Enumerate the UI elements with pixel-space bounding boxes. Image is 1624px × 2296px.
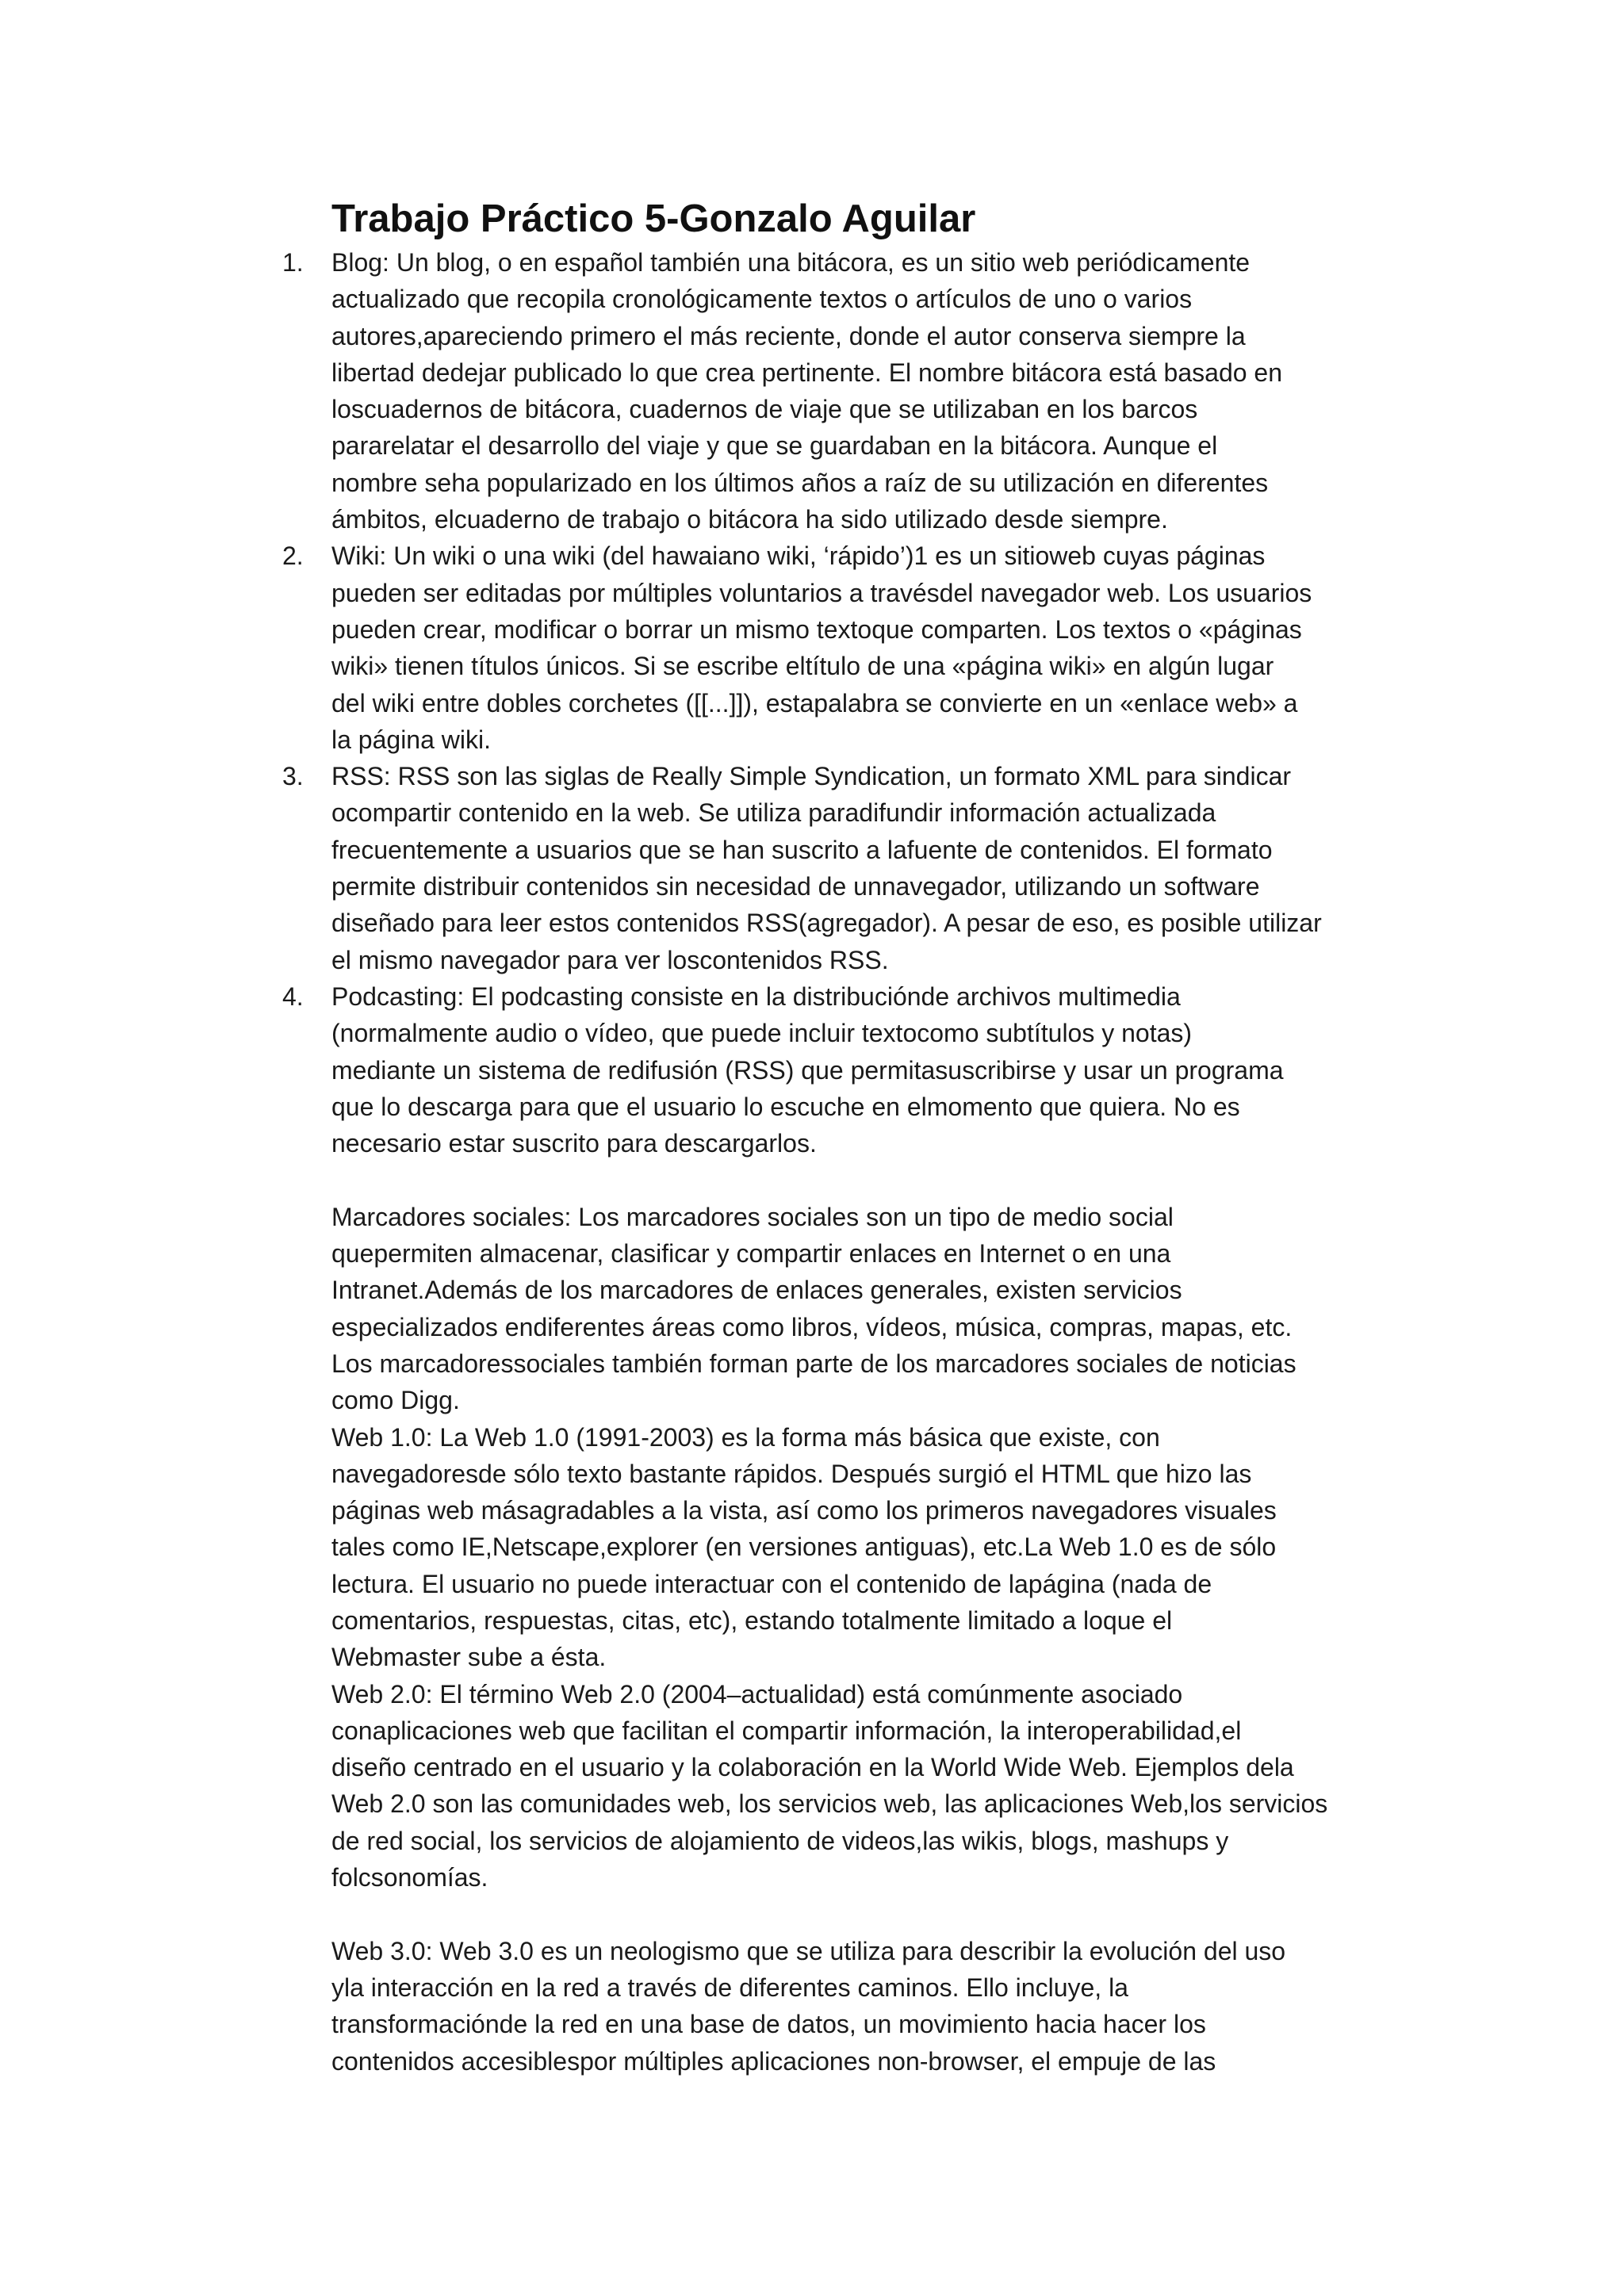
text-line: yla interacción en la red a través de diferentes caminos. Ello incluye, la (331, 1973, 1128, 2002)
text-line: que lo descarga para que el usuario lo escuche en elmomento que quiera. No es (331, 1092, 1240, 1121)
text-line: permite distribuir contenidos sin necesidad de unnavegador, utilizando un software (331, 872, 1260, 901)
text-line: wiki» tienen títulos únicos. Si se escribe eltítulo de una «página wiki» en algún lugar (331, 652, 1274, 681)
text-line: Wiki: Un wiki o una wiki (del hawaiano wiki, ‘rápido’)1 es un sitioweb cuyas páginas (331, 541, 1266, 571)
text-line: el mismo navegador para ver loscontenidos RSS. (331, 945, 889, 974)
text-line: mediante un sistema de redifusión (RSS) que permitasuscribirse y usar un programa (331, 1055, 1284, 1085)
text-line: de red social, los servicios de alojamiento de videos,las wikis, blogs, mashups y (331, 1826, 1229, 1855)
text-line: Web 2.0: El término Web 2.0 (2004–actualidad) está comúnmente asociado (331, 1679, 1183, 1709)
blank-line (331, 1896, 1410, 1932)
text-line: Los marcadoressociales también forman parte de los marcadores sociales de noticias (331, 1349, 1297, 1378)
text-line: tales como IE,Netscape,explorer (en versiones antiguas), etc.La Web 1.0 es de sólo (331, 1533, 1277, 1562)
list-item (282, 758, 1410, 978)
document-title: Trabajo Práctico 5-Gonzalo Aguilar (331, 197, 976, 240)
text-line: diseño centrado en el usuario y la colaboración en la World Wide Web. Ejemplos dela (331, 1753, 1294, 1782)
text-line: Webmaster sube a ésta. (331, 1643, 607, 1672)
numbered-list (282, 244, 1410, 2080)
text-line: especializados endiferentes áreas como libros, vídeos, música, compras, mapas, etc. (331, 1312, 1293, 1341)
text-line: loscuadernos de bitácora, cuadernos de viaje que se utilizaban en los barcos (331, 395, 1198, 424)
text-line: libertad dedejar publicado lo que crea pertinente. El nombre bitácora está basado en (331, 358, 1283, 387)
text-line: pueden ser editadas por múltiples voluntarios a travésdel navegador web. Los usuarios (331, 578, 1312, 607)
text-line: pararelatar el desarrollo del viaje y que se guardaban en la bitácora. Aunque el (331, 431, 1218, 461)
text-line: comentarios, respuestas, citas, etc), estando totalmente limitado a loque el (331, 1605, 1173, 1635)
list-item-number: 2. (282, 541, 304, 571)
text-line: contenidos accesiblespor múltiples aplicaciones non-browser, el empuje de las (331, 2046, 1216, 2076)
text-line: Web 1.0: La Web 1.0 (1991-2003) es la forma más básica que existe, con (331, 1422, 1160, 1452)
text-line: como Digg. (331, 1386, 460, 1415)
text-line: quepermiten almacenar, clasificar y compartir enlaces en Internet o en una (331, 1239, 1171, 1269)
text-line: Marcadores sociales: Los marcadores sociales son un tipo de medio social (331, 1202, 1174, 1231)
list-item (282, 978, 1410, 2080)
document-content (282, 195, 1410, 2080)
text-line: necesario estar suscrito para descargarlos. (331, 1129, 817, 1158)
text-line: RSS: RSS son las siglas de Really Simple Syndication, un formato XML para sindicar (331, 762, 1292, 791)
text-line: Podcasting: El podcasting consiste en la distribuciónde archivos multimedia (331, 982, 1181, 1011)
text-line: transformaciónde la red en una base de datos, un movimiento hacia hacer los (331, 2010, 1206, 2039)
list-item (282, 244, 1410, 538)
text-line: Web 3.0: Web 3.0 es un neologismo que se utiliza para describir la evolución del uso (331, 1936, 1286, 1965)
text-line: la página wiki. (331, 725, 491, 754)
text-line: Web 2.0 son las comunidades web, los servicios web, las aplicaciones Web,los servicios (331, 1789, 1328, 1819)
text-line: pueden crear, modificar o borrar un mismo textoque comparten. Los textos o «páginas (331, 614, 1302, 644)
text-line: conaplicaciones web que facilitan el compartir información, la interoperabilidad,el (331, 1716, 1242, 1745)
list-item-number: 4. (282, 982, 304, 1011)
text-line: actualizado que recopila cronológicamente textos o artículos de uno o varios (331, 285, 1193, 314)
text-line: del wiki entre dobles corchetes ([[...]]), estapalabra se convierte en un «enlace web» a (331, 688, 1298, 718)
text-line: autores,apareciendo primero el más reciente, donde el autor conserva siempre la (331, 321, 1246, 350)
list-item-number: 1. (282, 248, 304, 277)
text-line: ámbitos, elcuaderno de trabajo o bitácora ha sido utilizado desde siempre. (331, 505, 1168, 534)
text-line: (normalmente audio o vídeo, que puede incluir textocomo subtítulos y notas) (331, 1019, 1193, 1048)
text-line: nombre seha popularizado en los últimos años a raíz de su utilización en diferentes (331, 468, 1269, 497)
text-line: lectura. El usuario no puede interactuar con el contenido de lapágina (nada de (331, 1569, 1212, 1598)
text-line: ocompartir contenido en la web. Se utiliza paradifundir información actualizada (331, 798, 1216, 828)
text-line: folcsonomías. (331, 1863, 488, 1892)
text-line: navegadoresde sólo texto bastante rápidos. Después surgió el HTML que hizo las (331, 1459, 1252, 1488)
text-line: frecuentemente a usuarios que se han suscrito a lafuente de contenidos. El formato (331, 835, 1273, 864)
list-item (282, 538, 1410, 758)
blank-line (331, 1161, 1410, 1198)
text-line: diseñado para leer estos contenidos RSS(agregador). A pesar de eso, es posible utilizar (331, 909, 1322, 938)
text-line: páginas web másagradables a la vista, así como los primeros navegadores visuales (331, 1496, 1277, 1525)
text-line: Blog: Un blog, o en español también una bitácora, es un sitio web periódicamente (331, 248, 1251, 277)
list-item-number: 3. (282, 762, 304, 791)
text-line: Intranet.Además de los marcadores de enlaces generales, existen servicios (331, 1276, 1182, 1305)
